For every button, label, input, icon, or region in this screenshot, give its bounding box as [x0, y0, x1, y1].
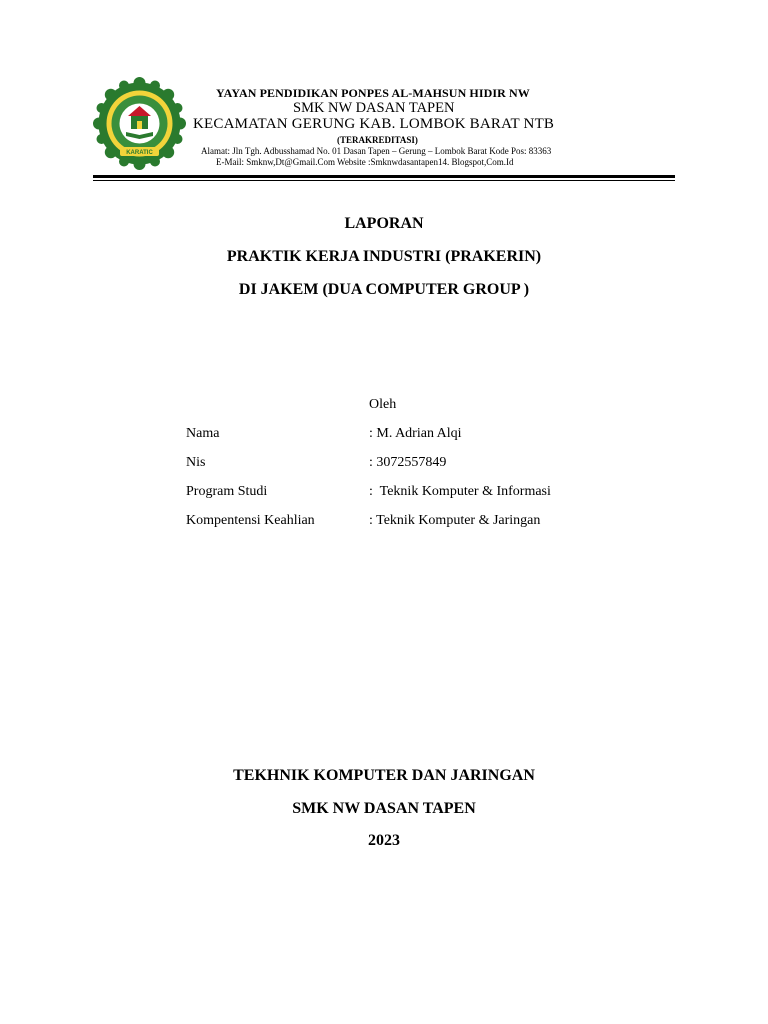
school-name: SMK NW DASAN TAPEN [293, 100, 455, 116]
school-district: KECAMATAN GERUNG KAB. LOMBOK BARAT NTB [193, 116, 555, 132]
nis-value: : 3072557849 [369, 455, 447, 470]
letterhead-divider [93, 175, 675, 178]
department-name: TEKHNIK KOMPUTER DAN JARINGAN [233, 767, 535, 784]
accreditation: (TERAKREDITASI) [337, 135, 418, 145]
program-label: Program Studi [186, 484, 268, 499]
logo-ribbon-text: KARATIC [126, 150, 153, 156]
school-emblem-icon [93, 77, 186, 170]
school-address: Alamat: Jln Tgh. Adbusshamad No. 01 Dasan Tapen – Gerung – Lombok Barat Kode Pos: 83363 [201, 146, 552, 156]
school-contact: E-Mail: Smknw,Dt@Gmail.Com Website :Smknwdasantapen14. Blogspot,Com.Id [216, 157, 514, 167]
report-subtitle: PRAKTIK KERJA INDUSTRI (PRAKERIN) [226, 248, 542, 265]
competency-label: Kompentensi Keahlian [186, 513, 315, 528]
program-value: : Teknik Komputer & Informasi [369, 484, 551, 499]
footer-school-name: SMK NW DASAN TAPEN [292, 800, 476, 817]
name-value: : M. Adrian Alqi [369, 426, 462, 441]
letterhead-divider-thin [93, 180, 675, 181]
year: 2023 [368, 832, 400, 849]
by-label: Oleh [369, 397, 397, 412]
name-label: Nama [186, 426, 220, 441]
school-logo [93, 77, 186, 170]
foundation-name: YAYAN PENDIDIKAN PONPES AL-MAHSUN HIDIR NW [216, 86, 530, 100]
report-title: LAPORAN [344, 215, 424, 232]
report-location: DI JAKEM (DUA COMPUTER GROUP ) [238, 281, 530, 298]
nis-label: Nis [186, 455, 206, 470]
competency-value: : Teknik Komputer & Jaringan [369, 513, 541, 528]
